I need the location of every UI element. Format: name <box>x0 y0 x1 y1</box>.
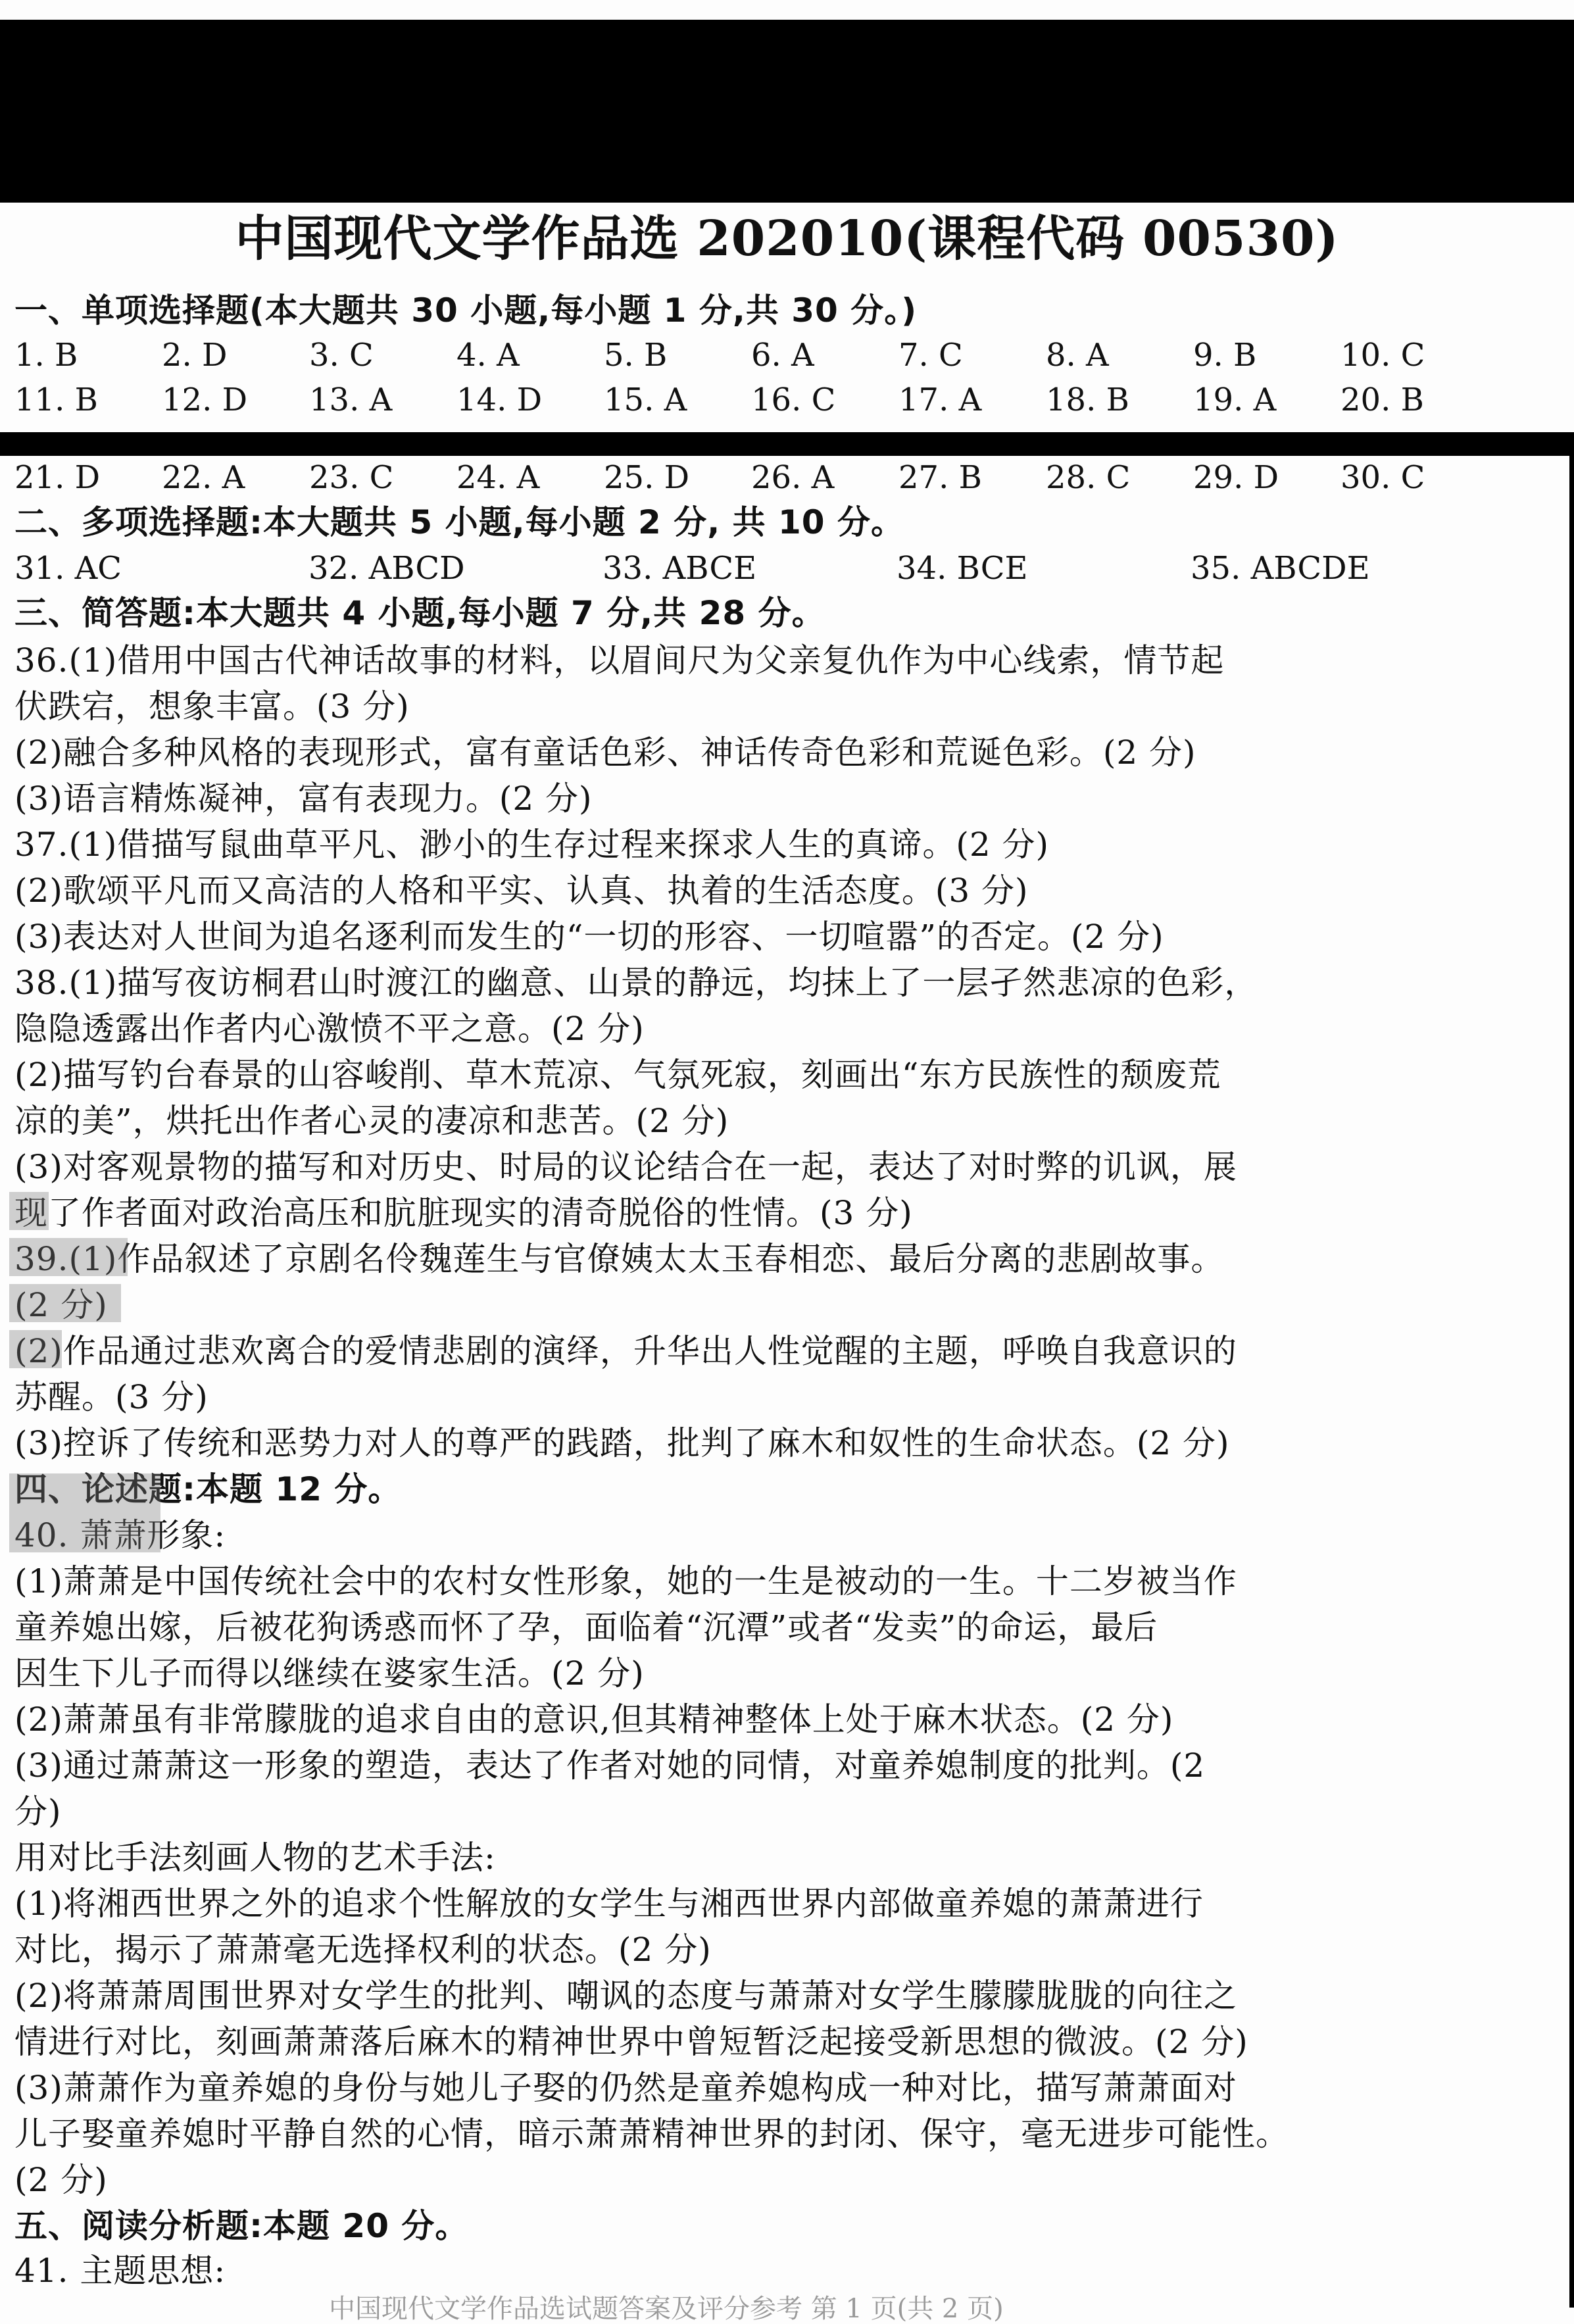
answer: 7. C <box>898 337 963 374</box>
answer: 20. B <box>1340 382 1424 418</box>
answer: 13. A <box>309 382 393 418</box>
answer: 19. A <box>1193 382 1277 418</box>
answer-line: 41. 主题思想: <box>14 2252 226 2290</box>
answer-line: 童养媳出嫁，后被花狗诱惑而怀了孕，面临着“沉潭”或者“发卖”的命运，最后 <box>14 1608 1158 1646</box>
answer-line: (3)对客观景物的描写和对历史、时局的议论结合在一起，表达了对时弊的讥讽，展 <box>14 1148 1237 1186</box>
answer-line: (3)萧萧作为童养媳的身份与她儿子娶的仍然是童养媳构成一种对比，描写萧萧面对 <box>14 2069 1237 2107</box>
redaction-bar-middle <box>0 432 1574 456</box>
answer: 1. B <box>14 337 78 374</box>
answer: 11. B <box>14 382 98 418</box>
answer: 33. ABCE <box>603 550 757 587</box>
answer-line: (2)描写钓台春景的山容峻削、草木荒凉、气氛死寂，刻画出“东方民族性的颓废荒 <box>14 1056 1221 1094</box>
answer: 27. B <box>898 459 982 496</box>
answer: 32. ABCD <box>308 550 465 587</box>
redaction-bar-top <box>0 20 1574 203</box>
answer-line: 苏醒。(3 分) <box>14 1378 209 1416</box>
answer-line: (3)语言精炼凝神，富有表现力。(2 分) <box>14 779 593 818</box>
section-5-heading: 五、阅读分析题:本题 20 分。 <box>14 2207 469 2245</box>
answer-line: (3)表达对人世间为追名逐利而发生的“一切的形容、一切喧嚣”的否定。(2 分) <box>14 918 1164 956</box>
answer-line: 儿子娶童养媳时平静自然的心情，暗示萧萧精神世界的封闭、保守，毫无进步可能性。 <box>14 2115 1289 2153</box>
scan-smudge <box>9 1284 121 1322</box>
answer: 15. A <box>604 382 687 418</box>
answer-line: (2)融合多种风格的表现形式，富有童话色彩、神话传奇色彩和荒诞色彩。(2 分) <box>14 733 1196 772</box>
scan-smudge <box>9 1330 62 1368</box>
answer-line: (2)将萧萧周围世界对女学生的批判、嘲讽的态度与萧萧对女学生朦朦胧胧的向往之 <box>14 1977 1237 2015</box>
answer-line: (2)作品通过悲欢离合的爱情悲剧的演绎，升华出人性觉醒的主题，呼唤自我意识的 <box>14 1332 1237 1370</box>
scan-smudge <box>9 1473 160 1552</box>
section-3-heading: 三、简答题:本大题共 4 小题,每小题 7 分,共 28 分。 <box>14 594 825 632</box>
answer-row-2 <box>14 380 1488 420</box>
answer: 29. D <box>1193 459 1279 496</box>
answer-line: 凉的美”，烘托出作者心灵的凄凉和悲苦。(2 分) <box>14 1102 729 1140</box>
answer-line: 37.(1)借描写鼠曲草平凡、渺小的生存过程来探求人生的真谛。(2 分) <box>14 826 1050 864</box>
answer: 5. B <box>604 337 668 374</box>
document-title: 中国现代文学作品选 202010(课程代码 00530) <box>235 210 1339 267</box>
answer: 22. A <box>162 459 245 496</box>
answer: 25. D <box>604 459 690 496</box>
answer-line: 情进行对比，刻画萧萧落后麻木的精神世界中曾短暂泛起接受新思想的微波。(2 分) <box>14 2023 1248 2061</box>
answer: 4. A <box>456 337 520 374</box>
answer-line: 因生下儿子而得以继续在婆家生活。(2 分) <box>14 1654 645 1693</box>
answer: 9. B <box>1193 337 1257 374</box>
answer: 23. C <box>309 459 394 496</box>
answer-line: 用对比手法刻画人物的艺术手法: <box>14 1839 496 1877</box>
answer-line: 现了作者面对政治高压和肮脏现实的清奇脱俗的性情。(3 分) <box>14 1194 913 1232</box>
answer-line: (3)控诉了传统和恶势力对人的尊严的践踏，批判了麻木和奴性的生命状态。(2 分) <box>14 1424 1230 1462</box>
answer: 26. A <box>751 459 835 496</box>
answer-line: 39.(1)作品叙述了京剧名伶魏莲生与官僚姨太太玉春相恋、最后分离的悲剧故事。 <box>14 1240 1225 1278</box>
answer-line: 隐隐透露出作者内心激愤不平之意。(2 分) <box>14 1010 645 1048</box>
answer: 10. C <box>1340 337 1425 374</box>
answer: 24. A <box>456 459 540 496</box>
answer: 18. B <box>1046 382 1129 418</box>
page-footer: 中国现代文学作品选试题答案及评分参考 第 1 页(共 2 页) <box>329 2294 1004 2324</box>
answer-line: 38.(1)描写夜访桐君山时渡江的幽意、山景的静远，均抹上了一层孑然悲凉的色彩， <box>14 964 1258 1002</box>
answer-line: (3)通过萧萧这一形象的塑造，表达了作者对她的同情，对童养媳制度的批判。(2 <box>14 1746 1206 1785</box>
answer: 31. AC <box>14 550 122 587</box>
answer: 2. D <box>162 337 228 374</box>
answer: 3. C <box>309 337 374 374</box>
answer: 35. ABCDE <box>1191 550 1370 587</box>
answer: 34. BCE <box>897 550 1028 587</box>
answer-line: 36.(1)借用中国古代神话故事的材料，以眉间尺为父亲复仇作为中心线索，情节起 <box>14 641 1225 680</box>
answer: 28. C <box>1046 459 1131 496</box>
answer: 12. D <box>162 382 248 418</box>
answer-row-1 <box>14 335 1488 375</box>
answer: 30. C <box>1340 459 1425 496</box>
answer-line: (2 分) <box>14 2161 108 2199</box>
section-2-heading: 二、多项选择题:本大题共 5 小题,每小题 2 分, 共 10 分。 <box>14 503 904 541</box>
answer-line: 40. 萧萧形象: <box>14 1516 226 1554</box>
answer: 14. D <box>456 382 543 418</box>
answer-line: (2 分) <box>14 1286 108 1324</box>
section-4-heading: 四、论述题:本题 12 分。 <box>14 1470 402 1508</box>
answer: 6. A <box>751 337 814 374</box>
answer-line: 伏跌宕，想象丰富。(3 分) <box>14 687 410 726</box>
answer-line: (1)萧萧是中国传统社会中的农村女性形象，她的一生是被动的一生。十二岁被当作 <box>14 1562 1237 1600</box>
answer-line: 对比，揭示了萧萧毫无选择权利的状态。(2 分) <box>14 1931 712 1969</box>
scan-smudge <box>9 1238 128 1276</box>
section-1-heading: 一、单项选择题(本大题共 30 小题,每小题 1 分,共 30 分。) <box>14 291 918 330</box>
page-edge-right <box>1569 456 1574 2308</box>
answer: 8. A <box>1046 337 1109 374</box>
answer-line: 分) <box>14 1792 62 1831</box>
answer-line: (1)将湘西世界之外的追求个性解放的女学生与湘西世界内部做童养媳的萧萧进行 <box>14 1885 1204 1923</box>
answer: 21. D <box>14 459 101 496</box>
answer-line: (2)萧萧虽有非常朦胧的追求自由的意识,但其精神整体上处于麻木状态。(2 分) <box>14 1700 1174 1739</box>
answer-row-3 <box>14 458 1488 497</box>
multi-answer-row <box>14 549 1485 588</box>
scan-smudge <box>9 1192 49 1230</box>
answer: 17. A <box>898 382 982 418</box>
answer: 16. C <box>751 382 836 418</box>
answer-line: (2)歌颂平凡而又高洁的人格和平实、认真、执着的生活态度。(3 分) <box>14 872 1029 910</box>
